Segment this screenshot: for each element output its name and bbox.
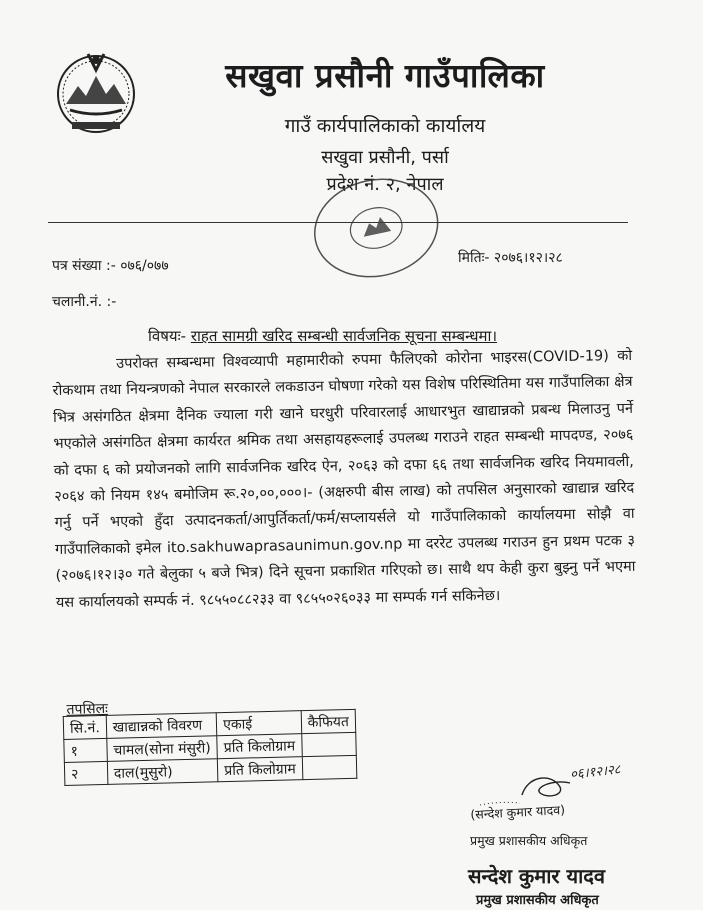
- header-sn: सि.नं.: [63, 715, 106, 739]
- items-table: [63, 709, 358, 786]
- cell-remarks: [302, 755, 357, 779]
- notice-body: [52, 343, 636, 616]
- signer-role-small: प्रमुख प्रशासकीय अधिकृत: [470, 833, 588, 848]
- office-stamp-icon: [306, 168, 446, 286]
- subject-label: विषयः-: [148, 327, 187, 345]
- letter-date: मितिः- २०७६।१२।२८: [458, 250, 563, 266]
- table-title: तपसिलः: [66, 700, 109, 718]
- cell-sn: २: [64, 761, 107, 785]
- body-paragraph: उपरोक्त सम्बन्धमा विश्वव्यापी महामारीको रुपमा फैलिएको कोरोना भाइरस(COVID-19) को रोकथाम तथा नियन्त्रणको नेपाल सरकारले लकडाउन घोषणा गरेको यस विशेष परिस्थितिमा यस गाउँपालिका क्षेत्र भित्र असंगठित क्षेत्रमा दैनिक ज्याला गरी खाने घरधुरी परिवारलाई आधारभुत खाद्यान्नको प्रबन्ध मिलाउनु पर्ने भएकोले असंगठित क्षेत्रमा कार्यरत श्रमिक तथा असहायहरूलाई उपलब्ध गराउने राहत सम्बन्धी मापदण्ड, २०७६ को दफा ६ को प्रयोजनको लागि सार्वजनिक खरिद ऐन, २०६३ को दफा ६६ तथा सार्वजनिक खरिद नियमावली, २०६४ को नियम १४५ बमोजिम रू.२०,००,०००।- (अक्षरुपी बीस लाख) को तपसिल अनुसारको खाद्यान्न खरिद गर्नु पर्ने भएको हुँदा उत्पादनकर्ता/आपुर्तिकर्ता/फर्म/सप्लायर्सले यो गाउँपालिकाको कार्यालयमा सोझै वा गाउँपालिकाको इमेल ito.sakhuwaprasaunimun.gov.np मा दररेट उपलब्ध गराउन हुन प्रथम पटक ३ (२०७६।१२।३० गते बेलुका ५ बजे भित्र) दिने सूचना प्रकाशित गरिएको छ। साथै थप केही कुरा बुझ्नु पर्ने भएमा यस कार्यालयको सम्पर्क नं. ९८५५०८८२३३ वा ९८५५०२६०३३ मा सम्पर्क गर्न सकिनेछ।: [52, 347, 636, 611]
- cell-sn: १: [64, 738, 107, 762]
- header-remarks: कैफियत: [301, 709, 356, 733]
- subject-line: [148, 326, 497, 346]
- nepal-emblem-icon: [52, 46, 140, 138]
- signer-name-large: सन्देश कुमार यादव: [468, 864, 606, 888]
- office-name: गाउँ कार्यपालिकाको कार्यालय: [284, 115, 486, 137]
- handwritten-date: ०६।१२।२८: [569, 762, 622, 783]
- org-name: सखुवा प्रसौनी गाउँपालिका: [225, 56, 545, 95]
- office-address: सखुवा प्रसौनी, पर्सा: [321, 147, 449, 168]
- cell-description: दाल(मुसुरो): [107, 759, 218, 785]
- cell-unit: प्रति किलोग्राम: [218, 757, 303, 782]
- header-unit: एकाई: [216, 711, 301, 736]
- province-line: प्रदेश नं. २, नेपाल: [326, 174, 444, 195]
- header-description: खाद्यान्नको विवरण: [106, 713, 217, 739]
- dispatch-number: चलानी.नं. :-: [52, 294, 117, 310]
- subject-text: राहत सामग्री खरिद सम्बन्धी सार्वजनिक सूचना सम्बन्धमा।: [190, 327, 498, 345]
- cell-remarks: [301, 732, 356, 756]
- cell-unit: प्रति किलोग्राम: [217, 734, 302, 759]
- signer-name-small: (सन्देश कुमार यादव): [470, 802, 566, 822]
- reference-number: पत्र संख्या :- ०७६/०७७: [52, 258, 169, 274]
- cell-description: चामल(सोना मंसुरी): [107, 736, 218, 762]
- signer-role-large: प्रमुख प्रशासकीय अधिकृत: [476, 893, 599, 908]
